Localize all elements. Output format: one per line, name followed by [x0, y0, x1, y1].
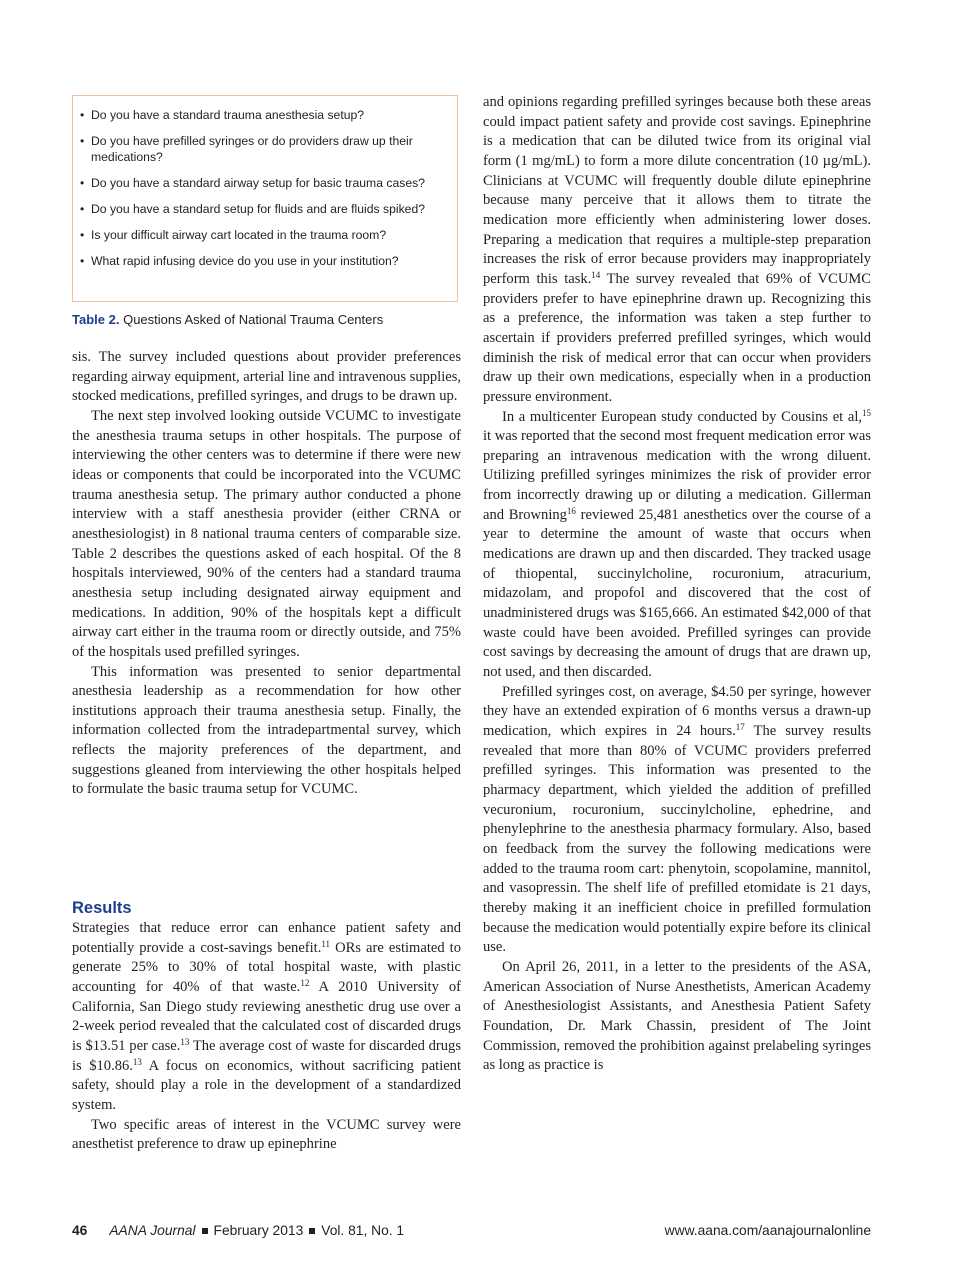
issue-date: February 2013 — [213, 1223, 304, 1238]
paragraph: sis. The survey included questions about provider preferences regarding airway equipment, arterial line and intravenous supplies, stocked medications, prefilled syringes, and drugs to be drawn up. — [72, 349, 462, 405]
question-list — [80, 107, 449, 270]
citation: 14 — [591, 269, 601, 280]
paragraph — [483, 408, 871, 683]
citation: 16 — [566, 505, 576, 516]
table-title: Questions Asked of National Trauma Centers — [123, 312, 384, 327]
text-run: In a multicenter European study conducted by Cousins et al, — [502, 408, 862, 425]
paragraph: On April 26, 2011, in a letter to the presidents of the ASA, American Association of Nurse Anesthetists, American Academy of Anesthesiologist Assistants, and Anesthesia Patient Safety Foundation, Dr. Mark Chassin, president of The Joint Commission, removed the prohibition against prelabeling syringes as long as practice is — [483, 958, 871, 1074]
paragraph — [483, 683, 871, 958]
journal-url[interactable]: www.aana.com/aanajournalonline — [664, 1223, 871, 1238]
separator-square-icon — [309, 1228, 315, 1234]
paragraph — [483, 93, 871, 408]
question-item: • What rapid infusing device do you use in your institution? — [80, 253, 449, 269]
question-item: • Do you have a standard trauma anesthesia setup? — [80, 107, 449, 123]
text-run: The survey revealed that 69% of VCUMC providers prefer to have epinephrine drawn up. Recognizing this as a preference, the information was taken a step further to ascertain if providers preferred prefilled syringes, which would diminish the risk of medical error that can occur when providers draw up their own medications, especially when in a production pressure environment. — [483, 270, 871, 405]
text-run: Strategies that reduce error can enhance patient safety and potentially provide a cost-savings benefit. — [72, 920, 461, 956]
text-run: reviewed 25,481 anesthetics over the course of a year to determine the amount of waste that occurs when medications are drawn up and then discarded. They tracked usage of thiopental, succinylcholine, rocuronium, atracurium, midazolam, and propofol and discovered that the cost of unadministered drugs was $165,666. An estimated $42,000 of that waste could have been avoided. Prefilled syringes can provide cost savings by decreasing the amount of drugs that are drawn up, not used, and then discarded. — [483, 506, 872, 681]
question-item: • Do you have a standard airway setup for basic trauma cases? — [80, 175, 449, 191]
citation: 13 — [132, 1056, 142, 1067]
citation: 13 — [180, 1036, 190, 1047]
question-item: • Do you have a standard setup for fluids and are fluids spiked? — [80, 201, 449, 217]
page-number: 46 — [72, 1223, 88, 1238]
citation: 12 — [300, 977, 310, 988]
paragraph: This information was presented to senior departmental anesthesia leadership as a recommendation for how other institutions approach their trauma anesthesia setup. Finally, the information collected from the intradepartmental survey, which reflects the majority preferences of the department, and suggestions gleaned from interviewing the other hospitals helped to formulate the basic trauma setup for VCUMC. — [72, 663, 461, 798]
text-run: The average cost of waste for discarded drugs is $10.86. — [72, 1037, 461, 1074]
citation: 15 — [862, 407, 871, 418]
paragraph: Two specific areas of interest in the VCUMC survey were anesthetist preference to draw up epinephrine — [72, 1116, 461, 1153]
table-label: Table 2. — [72, 312, 120, 327]
text-run: it was reported that the second most frequent medication error was preparing an intravenous medication with the wrong diluent. Utilizing prefilled syringes minimizes the risk of provider error from incorrectly drawing up or diluting a medication. Gillerman and Browning — [483, 428, 871, 523]
volume-number: Vol. 81, No. 1 — [321, 1223, 405, 1238]
citation: 11 — [321, 938, 331, 949]
right-column — [483, 93, 871, 1076]
question-item: • Is your difficult airway cart located in the trauma room? — [80, 227, 449, 243]
question-item: • Do you have prefilled syringes or do providers draw up their medications? — [80, 133, 449, 166]
table-caption — [72, 312, 462, 328]
text-run: ORs are estimated to generate 25% to 30% of total hospital waste, with plastic accounting for 40% of that waste. — [72, 939, 461, 995]
section-heading-results: Results — [72, 899, 132, 917]
citation: 17 — [735, 722, 745, 732]
text-run: and opinions regarding prefilled syringes because both these areas could impact patient safety and provide cost savings. Epinephrine is a medication that can be diluted twice from its original vial form (1 mg/mL) to form a more dilute concentration (10 µg/mL). Clinicians at VCUMC will frequently double dilute epinephrine because many perceive that it allows them to titrate the medication more efficiently when administering lower doses. Preparing a medication that requires a multiple-step preparation increases the risk of error because providers may inappropriately perform this task. — [483, 94, 871, 287]
text-run: A focus on economics, without sacrificing patient safety, should play a role in the development of a standardized system. — [72, 1057, 462, 1113]
paragraph: The next step involved looking outside VCUMC to investigate the anesthesia trauma setups in other hospitals. The purpose of interviewing the other centers was to determine if there were new ideas or components that could be incorporated into the VCUMC trauma anesthesia setup. The primary author conducted a phone interview with a staff anesthesia provider (either CRNA or anesthesiologist) in 8 national trauma centers of comparable size. Table 2 describes the questions asked of each hospital. Of the 8 hospitals interviewed, 90% of the centers had a standard trauma anesthesia setup including designated airway equipment and medications. In addition, 90% of the hospitals kept a difficult airway cart either in the trauma room or directly outside, and 75% of the hospitals used prefilled syringes. — [72, 407, 461, 660]
text-run: Prefilled syringes cost, on average, $4.50 per syringe, however they have an extended expiration of 6 months versus a drawn-up medication, which expires in 24 hours. — [483, 683, 871, 739]
text-run: A 2010 University of California, San Diego study reviewing anesthetic drug use over a 2-week period revealed that the calculated cost of discarded drugs is $13.51 per case. — [72, 978, 461, 1054]
footer-citation — [72, 1222, 404, 1240]
text-run: The survey results revealed that more than 80% of VCUMC providers preferred prefilled syringes. This information was presented to the pharmacy department, which yielded the addition of prefilled vecuronium, rocuronium, succinylcholine, ephedrine, and phenylephrine to the anesthesia pharmacy formulary. Also, based on feedback from the survey the following medications were added to the trauma room cart: phenytoin, scopolamine, mannitol, and vasopressin. The shelf life of prefilled etomidate is 21 days, thereby making it an inefficient choice in prefilled formulation because the medication would potentially expire before its clinical use. — [483, 723, 871, 956]
left-column-results — [72, 919, 461, 1155]
table-2-box — [72, 95, 458, 302]
left-column-top — [72, 348, 461, 800]
separator-square-icon — [202, 1228, 208, 1234]
paragraph — [72, 919, 461, 1116]
journal-name: AANA Journal — [109, 1223, 196, 1238]
